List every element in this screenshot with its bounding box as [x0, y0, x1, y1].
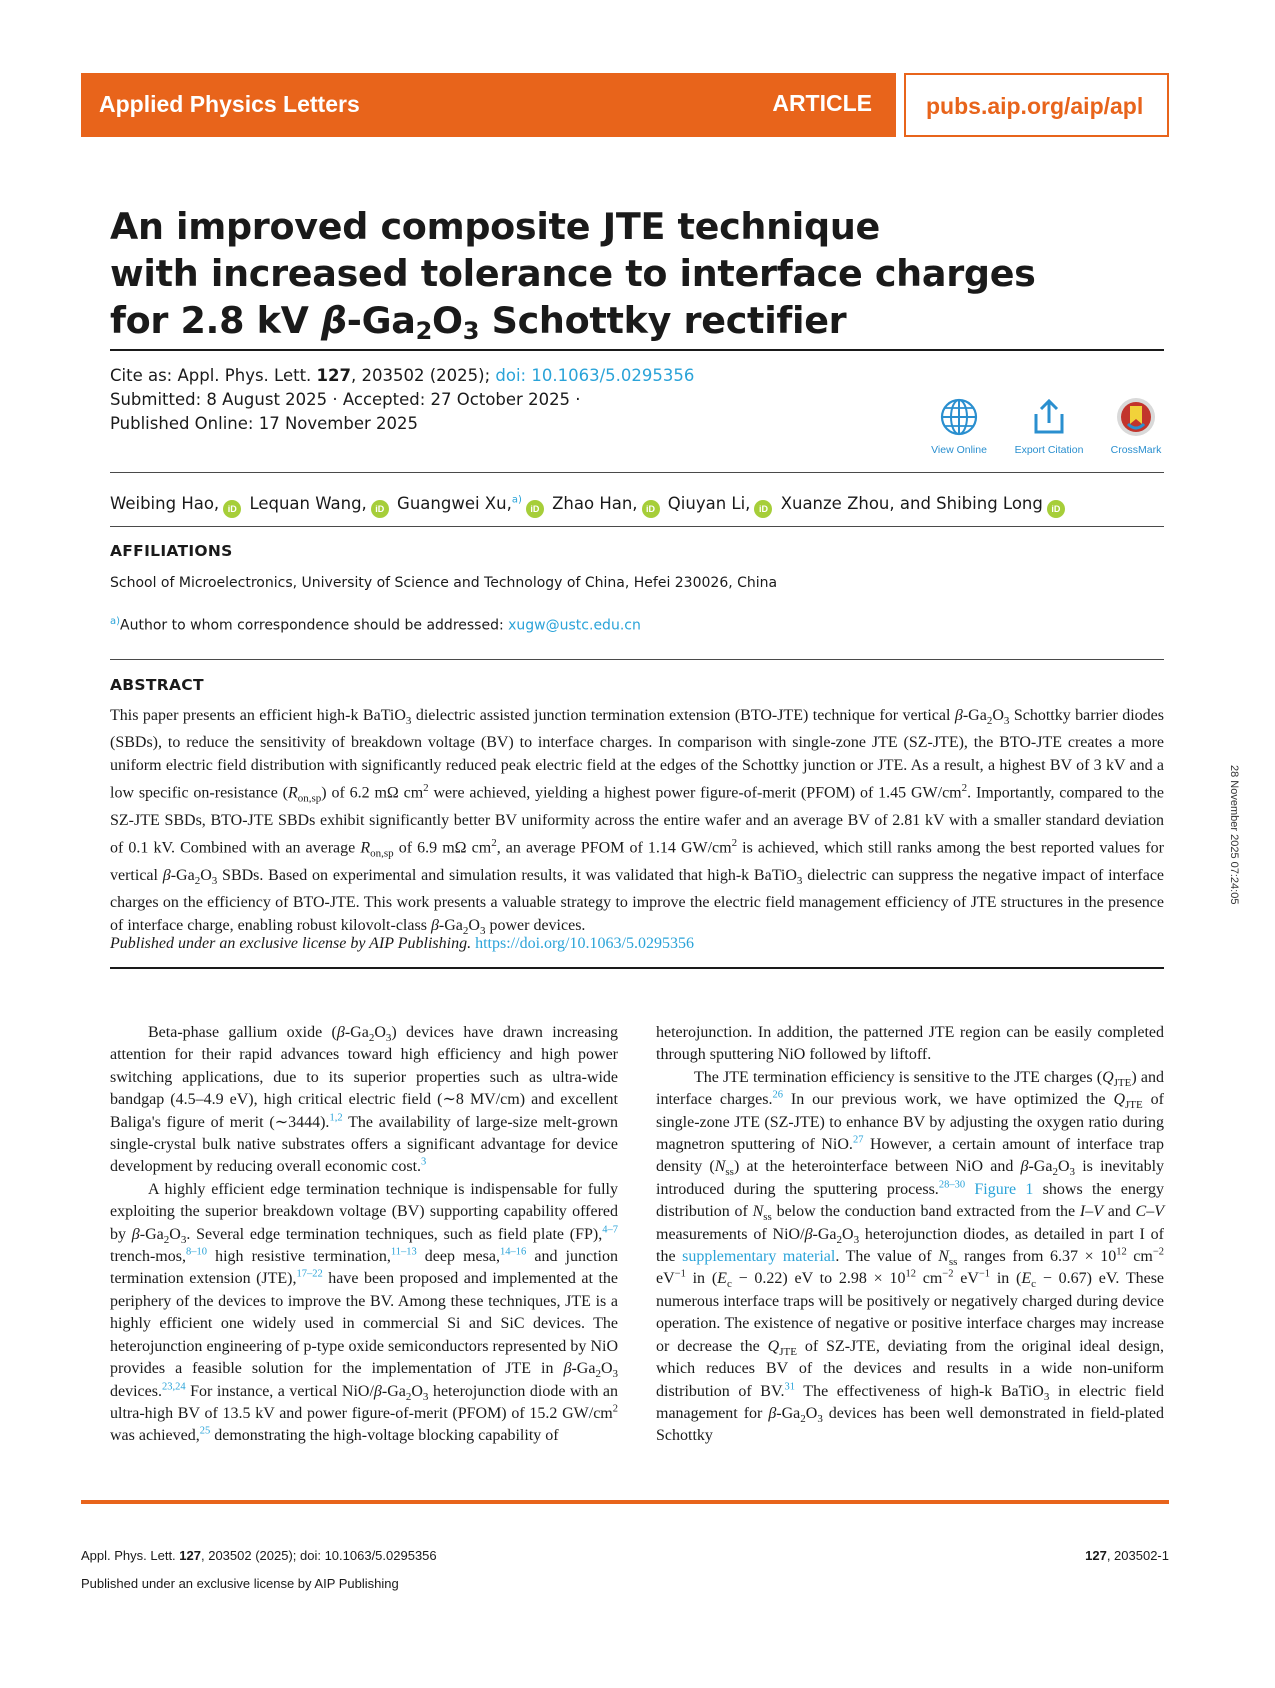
corresponding-mark[interactable]: a)	[511, 494, 522, 506]
crossmark-icon	[1115, 396, 1157, 438]
author-name: Guangwei Xu,	[397, 494, 512, 513]
footer-divider	[81, 1500, 1169, 1504]
author-name: Xuanze Zhou, and Shibing Long	[780, 494, 1043, 513]
body-paragraph: The JTE termination efficiency is sensitive to the JTE charges $(Q_{JTE})$ and interface charges.$^{26}$ In our previous work, we have optimized the $Q_{JTE}$ of single-zone JTE (SZ-JTE) to enhance BV by adjusting the oxygen ratio during magnetron sputtering of NiO.$^{27}$ However, a certain amount of interface trap density $(N_{ss})$ at the heterointerface between NiO and $\beta-Ga_2O_3$ is inevitably introduced during the sputtering process.$^{28-30}$ Figure 1 shows the energy distribution of $N_{ss}$ below the conduction band extracted from the I–V and C–V measurements of NiO/$\beta-Ga_2O_3$ heterojunction diodes, as detailed in part I of the supplementary material. The value of $N_{ss}$ ranges from $6.37 \times 10^{12}$ $cm^{-2}$ $eV^{-1}$ in $(E_c - 0.22)$ eV to $2.98 \times 10^{12}$ $cm^{-2}$ $eV^{-1}$ in $(E_c - 0.67)$ eV. These numerous interface traps will be positively or negatively charged during device operation. The existence of negative or positive interface charges may increase or decrease the $Q_{JTE}$ of SZ-JTE, deviating from the original ideal design, which reduces BV of the devices and results in a wide non-uniform distribution of BV.$^{31}$ The effectiveness of high-k BaTiO$_3$ in electric field management for $\beta-Ga_2O_3$ devices has been well demonstrated in field-plated Schottky	[656, 1068, 1165, 1445]
export-citation-label: Export Citation	[1014, 444, 1084, 456]
footer-citation: Appl. Phys. Lett. 127, 203502 (2025); doi: 10.1063/5.0295356	[81, 1548, 437, 1563]
orcid-icon[interactable]: iD	[223, 500, 241, 518]
reference-link[interactable]: 31	[784, 1381, 795, 1393]
license-line: Published under an exclusive license by AIP Publishing. https://doi.org/10.1063/5.0295356	[110, 935, 694, 952]
page-number: 127, 203502-1	[1085, 1548, 1169, 1563]
title-divider	[110, 349, 1164, 351]
doi-link[interactable]: doi: 10.1063/5.0295356	[495, 366, 695, 385]
export-icon	[1028, 396, 1070, 438]
body-left-column	[110, 1022, 618, 1448]
abstract-divider	[110, 967, 1164, 969]
figure-1-link[interactable]: Figure 1	[974, 1180, 1034, 1198]
download-timestamp: 28 November 2025 07:24:05	[1228, 765, 1240, 905]
submitted-dates: Submitted: 8 August 2025 · Accepted: 27 October 2025 ·	[110, 390, 581, 409]
reference-link[interactable]: 28–30	[938, 1179, 966, 1191]
view-online-button[interactable]	[914, 396, 1004, 456]
globe-icon	[938, 396, 980, 438]
journal-name: Applied Physics Letters	[99, 91, 360, 117]
authors-divider	[110, 526, 1164, 527]
supplementary-material-link[interactable]: supplementary material	[682, 1248, 836, 1266]
reference-link[interactable]: 1,2	[329, 1112, 343, 1124]
reference-link[interactable]: 25	[199, 1425, 211, 1437]
body-paragraph: A highly efficient edge termination technique is indispensable for fully exploiting the superior breakdown voltage (BV) supporting capability offered by $\beta-Ga_2O_3$. Several edge termination techniques, such as field plate (FP),$^{4-7}$ trench-mos,$^{8-10}$ high resistive termination,$^{11-13}$ deep mesa,$^{14-16}$ and junction termination extension (JTE),$^{17-22}$ have been proposed and implemented at the periphery of the devices to improve the BV. Among these techniques, JTE is a highly efficient one widely used in commercial Si and SiC devices. The heterojunction engineering of p-type oxide semiconductors represented by NiO provides a feasible solution for the implementation of JTE in $\beta-Ga_2O_3$ devices.$^{23,24}$ For instance, a vertical NiO/$\beta-Ga_2O_3$ heterojunction diode with an ultra-high BV of 13.5 kV and power figure-of-merit (PFOM) of 15.2 $GW/cm^2$ was achieved,$^{25}$ demonstrating the high-voltage blocking capability of	[110, 1180, 619, 1445]
citation-line: Cite as: Appl. Phys. Lett. 127, 203502 (2025); doi: 10.1063/5.0295356	[110, 366, 695, 385]
author-name: Zhao Han,	[552, 494, 638, 513]
affiliations-divider	[110, 659, 1164, 660]
body-right-column	[656, 1022, 1164, 1448]
reference-link[interactable]: 4–7	[602, 1224, 619, 1236]
author-name: Lequan Wang,	[249, 494, 367, 513]
correspondence-line: $^{a)}$Author to whom correspondence should be addressed: xugw@ustc.edu.cn	[110, 616, 641, 634]
orcid-icon[interactable]: iD	[642, 500, 660, 518]
reference-link[interactable]: 11–13	[390, 1246, 417, 1258]
journal-banner	[81, 73, 896, 137]
affiliations-heading: AFFILIATIONS	[110, 542, 233, 560]
crossmark-label: CrossMark	[1110, 444, 1162, 456]
article-type: ARTICLE	[772, 90, 872, 116]
email-link[interactable]: xugw@ustc.edu.cn	[508, 617, 641, 634]
journal-header	[81, 73, 1169, 137]
citation-divider	[110, 472, 1164, 473]
article-title	[110, 203, 1110, 344]
body-paragraph: Beta-phase gallium oxide $(\beta-Ga_2O_3)$ devices have drawn increasing attention for their rapid advances toward high efficiency and high power switching applications, due to its superior properties such as ultra-wide bandgap (4.5–4.9 eV), high critical electric field (∼8 MV/cm) and excellent Baliga's figure of merit (∼3444).$^{1,2}$ The availability of large-size melt-grown single-crystal bulk native substrates offers a significant advantage for device development by reducing overall economic cost.$^3$	[110, 1024, 618, 1176]
reference-link[interactable]: 17–22	[296, 1269, 323, 1281]
title-line-1: An improved composite JTE technique	[110, 205, 880, 248]
reference-link[interactable]: 14–16	[500, 1246, 527, 1258]
author-name: Qiuyan Li,	[667, 494, 751, 513]
orcid-icon[interactable]: iD	[526, 500, 544, 518]
reference-link[interactable]: 23,24	[161, 1381, 186, 1393]
view-online-label: View Online	[931, 444, 987, 456]
crossmark-button[interactable]	[1091, 396, 1181, 456]
title-line-3: for 2.8 kV $\beta-Ga_2O_3$ Schottky rectifier	[110, 299, 847, 345]
orcid-icon[interactable]: iD	[754, 500, 772, 518]
reference-link[interactable]: 27	[852, 1134, 864, 1146]
reference-link[interactable]: 3	[421, 1157, 427, 1169]
footer-publisher: Published under an exclusive license by AIP Publishing	[81, 1576, 399, 1591]
journal-url-box[interactable]	[904, 73, 1169, 137]
reference-link[interactable]: 26	[772, 1089, 783, 1101]
export-citation-button[interactable]	[1004, 396, 1094, 456]
abstract-text: This paper presents an efficient high-k BaTiO$_3$ dielectric assisted junction termination extension (BTO-JTE) technique for vertical $\beta-Ga_2O_3$ Schottky barrier diodes (SBDs), to reduce the sensitivity of breakdown voltage (BV) to interface charges. In comparison with single-zone JTE (SZ-JTE), the BTO-JTE creates a more uniform electric field distribution with significantly reduced peak electric field at the edges of the Schottky junction or JTE. As a result, a highest BV of 3 kV and a low specific on-resistance $(R_{on,sp})$ of 6.2 mΩ $cm^2$ were achieved, yielding a highest power figure-of-merit (PFOM) of 1.45 $GW/cm^2$. Importantly, compared to the SZ-JTE SBDs, BTO-JTE SBDs exhibit significantly better BV uniformity across the entire wafer and an average BV of 2.81 kV with a smaller standard deviation of 0.1 kV. Combined with an average $R_{on,sp}$ of 6.9 mΩ $cm^2$, an average PFOM of 1.14 $GW/cm^2$ is achieved, which still ranks among the best reported values for vertical $\beta-Ga_2O_3$ SBDs. Based on experimental and simulation results, it was validated that high-k BaTiO$_3$ dielectric can suppress the negative impact of interface charges on the efficiency of BTO-JTE. This work presents a valuable strategy to improve the electric field management efficiency of JTE structures in the presence of interface charge, enabling robust kilovolt-class $\beta-Ga_2O_3$ power devices.	[110, 707, 1165, 937]
affiliation-school: School of Microelectronics, University of Science and Technology of China, Hefei 230026, China	[110, 575, 778, 591]
author-list	[110, 494, 1068, 518]
author-name: Weibing Hao,	[110, 494, 220, 513]
reference-link[interactable]: 8–10	[185, 1246, 207, 1258]
abstract-heading: ABSTRACT	[110, 676, 204, 694]
body-paragraph: heterojunction. In addition, the patterned JTE region can be easily completed through sputtering NiO followed by liftoff.	[656, 1024, 1164, 1064]
orcid-icon[interactable]: iD	[371, 500, 389, 518]
title-line-2: with increased tolerance to interface charges	[110, 252, 1036, 295]
orcid-icon[interactable]: iD	[1047, 500, 1065, 518]
journal-url-link[interactable]: pubs.aip.org/aip/apl	[926, 93, 1144, 119]
license-doi-link[interactable]: https://doi.org/10.1063/5.0295356	[475, 935, 694, 952]
published-date: Published Online: 17 November 2025	[110, 414, 419, 433]
